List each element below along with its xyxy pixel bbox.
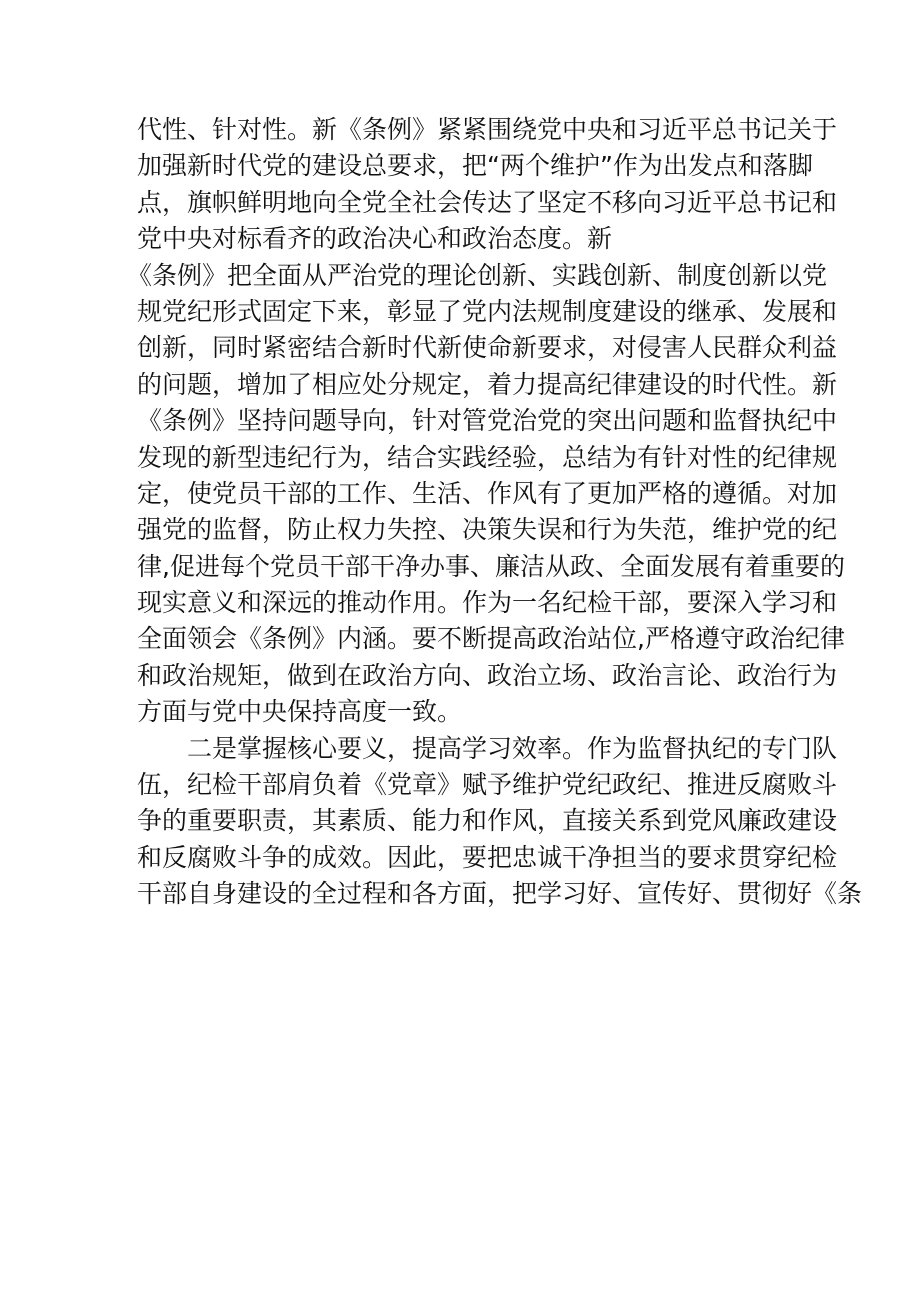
text-line: 党中央对标看齐的政治决心和政治态度。新 xyxy=(137,224,613,254)
text-line: 方面与党中央保持高度一致。 xyxy=(137,697,463,727)
text-line: 和反腐败斗争的成效。因此，要把忠诚干净担当的要求贯穿纪检 xyxy=(137,842,838,872)
text-line: 加强新时代党的建设总要求，把“两个维护”作为出发点和落脚 xyxy=(137,151,813,181)
text-line: 《条例》把全面从严治党的理论创新、实践创新、制度创新以党 xyxy=(127,260,828,290)
document-body xyxy=(127,112,863,913)
text-line: 强党的监督，防止权力失控、决策失误和行为失范，维护党的纪 xyxy=(137,515,838,545)
text-line: 现实意义和深远的推动作用。作为一名纪检干部，要深入学习和 xyxy=(137,588,838,618)
text-line: 伍，纪检干部肩负着《党章》赋予维护党纪政纪、推进反腐败斗 xyxy=(137,770,838,800)
paragraph-start-line: 二是掌握核心要义，提高学习效率。作为监督执纪的专门队 xyxy=(187,733,838,763)
text-line: 定，使党员干部的工作、生活、作风有了更加严格的遵循。对加 xyxy=(137,478,838,508)
text-line: 的问题，增加了相应处分规定，着力提高纪律建设的时代性。新 xyxy=(137,369,838,399)
text-line: 《条例》坚持问题导向，针对管党治党的突出问题和监督执纪中 xyxy=(137,406,838,436)
text-line: 和政治规矩，做到在政治方向、政治立场、政治言论、政治行为 xyxy=(137,660,838,690)
text-line: 全面领会《条例》内涵。要不断提高政治站位,严格遵守政治纪律 xyxy=(137,624,845,654)
text-line: 点，旗帜鲜明地向全党全社会传达了坚定不移向习近平总书记和 xyxy=(137,187,838,217)
text-line: 干部自身建设的全过程和各方面，把学习好、宣传好、贯彻好《条 xyxy=(137,879,863,909)
text-line: 规党纪形式固定下来，彰显了党内法规制度建设的继承、发展和 xyxy=(137,296,838,326)
text-line: 律,促进每个党员干部干净办事、廉洁从政、全面发展有着重要的 xyxy=(137,551,845,581)
text-line: 代性、针对性。新《条例》紧紧围绕党中央和习近平总书记关于 xyxy=(137,115,838,144)
text-line: 创新，同时紧密结合新时代新使命新要求，对侵害人民群众利益 xyxy=(137,333,838,363)
text-line: 发现的新型违纪行为，结合实践经验，总结为有针对性的纪律规 xyxy=(137,442,838,472)
text-line: 争的重要职责，其素质、能力和作风，直接关系到党风廉政建设 xyxy=(137,806,838,836)
